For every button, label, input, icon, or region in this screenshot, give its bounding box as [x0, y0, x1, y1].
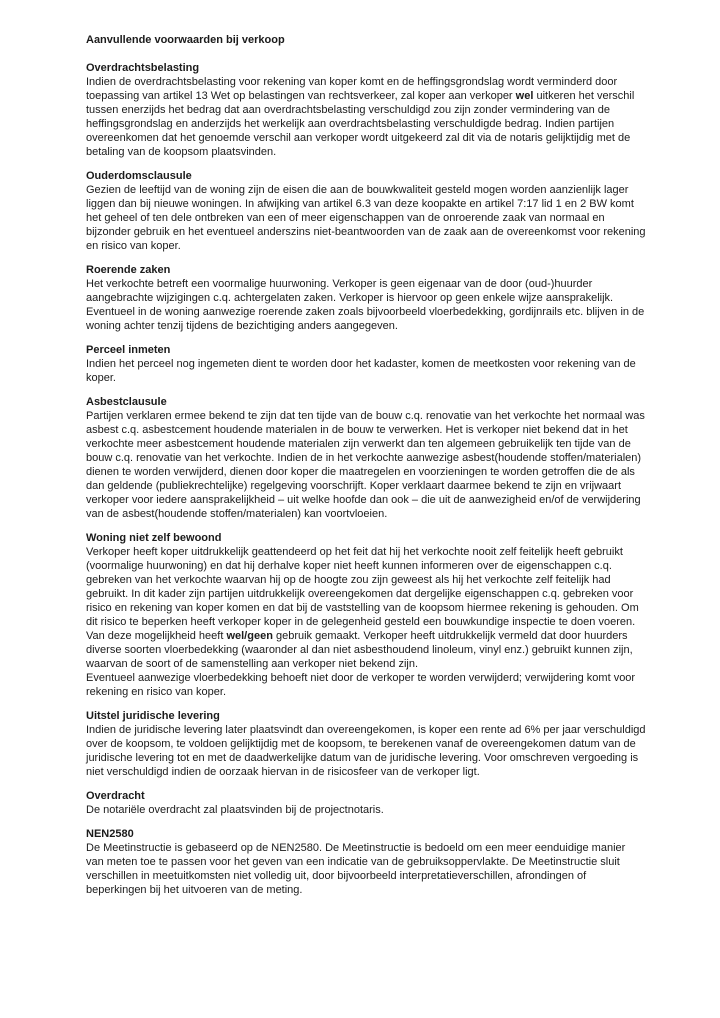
text-run: Indien het perceel nog ingemeten dient te worden door het kadaster, komen de meetkosten voor rekening van de koper. [86, 358, 636, 384]
document-section [86, 263, 646, 333]
section-paragraph [86, 803, 646, 817]
section-heading: Perceel inmeten [86, 344, 171, 356]
section-heading: Woning niet zelf bewoond [86, 532, 222, 544]
text-run: gebruik gemaakt. Verkoper heeft uitdrukkelijk vermeld dat door huurders diverse soorten vloerbedekking (waaronder al dan niet asbesthoudend linoleum, vinyl enz.) gebruikt kunnen zijn, waarvan de soort of de samenstelling aan verkoper niet bekend zijn. [86, 630, 633, 670]
document-title: Aanvullende voorwaarden bij verkoop [86, 34, 285, 46]
section-paragraph [86, 357, 646, 385]
section-paragraph [86, 723, 646, 779]
document-section [86, 789, 646, 817]
section-heading: Overdrachtsbelasting [86, 62, 200, 74]
document-section [86, 531, 646, 699]
text-run: uitkeren het verschil tussen enerzijds het bedrag dat aan overdrachtsbelasting verschuldigd zou zijn zonder vermindering van de heffingsgrondslag en anderzijds het werkelijk aan overdrachtsbelasting verschuldigde bedrag. Indien partijen overeenkomen dat het genoemde verschil aan verkoper wordt uitgekeerd zal dit via de notaris gelijktijdig met de betaling van de koopsom plaatsvinden. [86, 90, 635, 158]
section-paragraph [86, 75, 646, 159]
bold-text-run: wel [515, 90, 534, 102]
bold-text-run: wel/geen [226, 630, 273, 642]
document-section [86, 169, 646, 253]
section-heading: Uitstel juridische levering [86, 710, 220, 722]
section-heading: Asbestclausule [86, 396, 167, 408]
section-paragraph [86, 277, 646, 333]
text-run: Partijen verklaren ermee bekend te zijn dat ten tijde van de bouw c.q. renovatie van het verkochte het normaal was asbest c.q. asbestcement houdende materialen in de bouw te verwerken. Het is verkoper niet bekend dat in het verkochte meer asbestcement houdende materialen zijn verwerkt dan ten algemeen gebruikelijk ten tijde van de bouw c.q. renovatie van het verkochte. Indien de in het verkochte aanwezige asbest(houdende stoffen/materialen) dienen te worden verwijderd, dienen door koper die maatregelen en voorzieningen te worden getroffen die de als dan geldende (publiekrechtelijke) regelgeving voorschrijft. Koper verklaart daarmee bekend te zijn en vrijwaart verkoper voor iedere aansprakelijkheid – uit welke hoofde dan ook – die uit de aanwezigheid en/of de verwijdering van de asbest(houdende stoffen/materialen) kan voortvloeien. [86, 410, 645, 520]
text-run: De Meetinstructie is gebaseerd op de NEN2580. De Meetinstructie is bedoeld om een meer eenduidige manier van meten toe te passen voor het geven van een indicatie van de gebruiksoppervlakte. De Meetinstructie sluit verschillen in meetuitkomsten niet volledig uit, door bijvoorbeeld interpretatieverschillen, afrondingen of beperkingen bij het uitvoeren van de meting. [86, 842, 626, 896]
document-section [86, 395, 646, 521]
text-run: Eventueel aanwezige vloerbedekking behoeft niet door de verkoper te worden verwijderd; verwijdering komt voor rekening en risico van koper. [86, 672, 636, 698]
document-section [86, 827, 646, 897]
section-paragraph [86, 841, 646, 897]
section-heading: Roerende zaken [86, 264, 171, 276]
document-section [86, 709, 646, 779]
section-paragraph [86, 409, 646, 521]
section-paragraph [86, 671, 646, 699]
section-heading: NEN2580 [86, 828, 134, 840]
text-run: Verkoper heeft koper uitdrukkelijk geattendeerd op het feit dat hij het verkochte nooit zelf feitelijk heeft gebruikt (voormalige huurwoning) en dat hij derhalve koper niet heeft kunnen informeren over de eigenschappen c.q. gebreken van het verkochte waarvan hij op de hoogte zou zijn geweest als hij het verkochte zelf feitelijk had gebruikt. In dit kader zijn partijen uitdrukkelijk overeengekomen dat dergelijke eigenschappen c.q. gebreken voor risico en rekening van koper komen en dat bij de vaststelling van de koopsom hiermee rekening is gehouden. Om dit risico te beperken heeft verkoper koper in de gelegenheid gesteld een bouwkundige inspectie te doen voeren. Van deze mogelijkheid heeft [86, 546, 639, 642]
section-heading: Ouderdomsclausule [86, 170, 192, 182]
section-paragraph [86, 545, 646, 671]
section-paragraph [86, 183, 646, 253]
document-section [86, 61, 646, 159]
document-sections [86, 61, 646, 897]
text-run: Het verkochte betreft een voormalige huurwoning. Verkoper is geen eigenaar van de door (oud-)huurder aangebrachte wijzigingen c.q. achtergelaten zaken. Verkoper is hiervoor op geen enkele wijze aansprakelijk. Eventueel in de woning aanwezige roerende zaken zoals bijvoorbeeld vloerbedekking, gordijnrails etc. blijven in de woning achter tenzij tijdens de bezichtiging anders aangegeven. [86, 278, 645, 332]
document-section [86, 343, 646, 385]
text-run: Indien de overdrachtsbelasting voor rekening van koper komt en de heffingsgrondslag wordt verminderd door toepassing van artikel 13 Wet op belastingen van rechtsverkeer, zal koper aan verkoper [86, 76, 618, 102]
text-run: Gezien de leeftijd van de woning zijn de eisen die aan de bouwkwaliteit gesteld mogen worden aanzienlijk lager liggen dan bij nieuwe woningen. In afwijking van artikel 6.3 van deze koopakte en artikel 7:17 lid 1 en 2 BW komt het geheel of ten dele ontbreken van een of meer eigenschappen van de onroerende zaak van normaal en bijzonder gebruik en het eventueel anderszins niet-beantwoorden van de zaak aan de overeenkomst voor rekening en risico van koper. [86, 184, 646, 252]
section-heading: Overdracht [86, 790, 145, 802]
text-run: Indien de juridische levering later plaatsvindt dan overeengekomen, is koper een rente ad 6% per jaar verschuldigd over de koopsom, te voldoen gelijktijdig met de koopsom, te berekenen vanaf de overeengekomen datum van de juridische levering tot en met de daadwerkelijke datum van de juridische levering. Voor omschreven vergoeding is niet verschuldigd indien de oorzaak hiervan in de risicosfeer van de verkoper ligt. [86, 724, 646, 778]
text-run: De notariële overdracht zal plaatsvinden bij de projectnotaris. [86, 804, 384, 816]
document-body [86, 33, 646, 897]
